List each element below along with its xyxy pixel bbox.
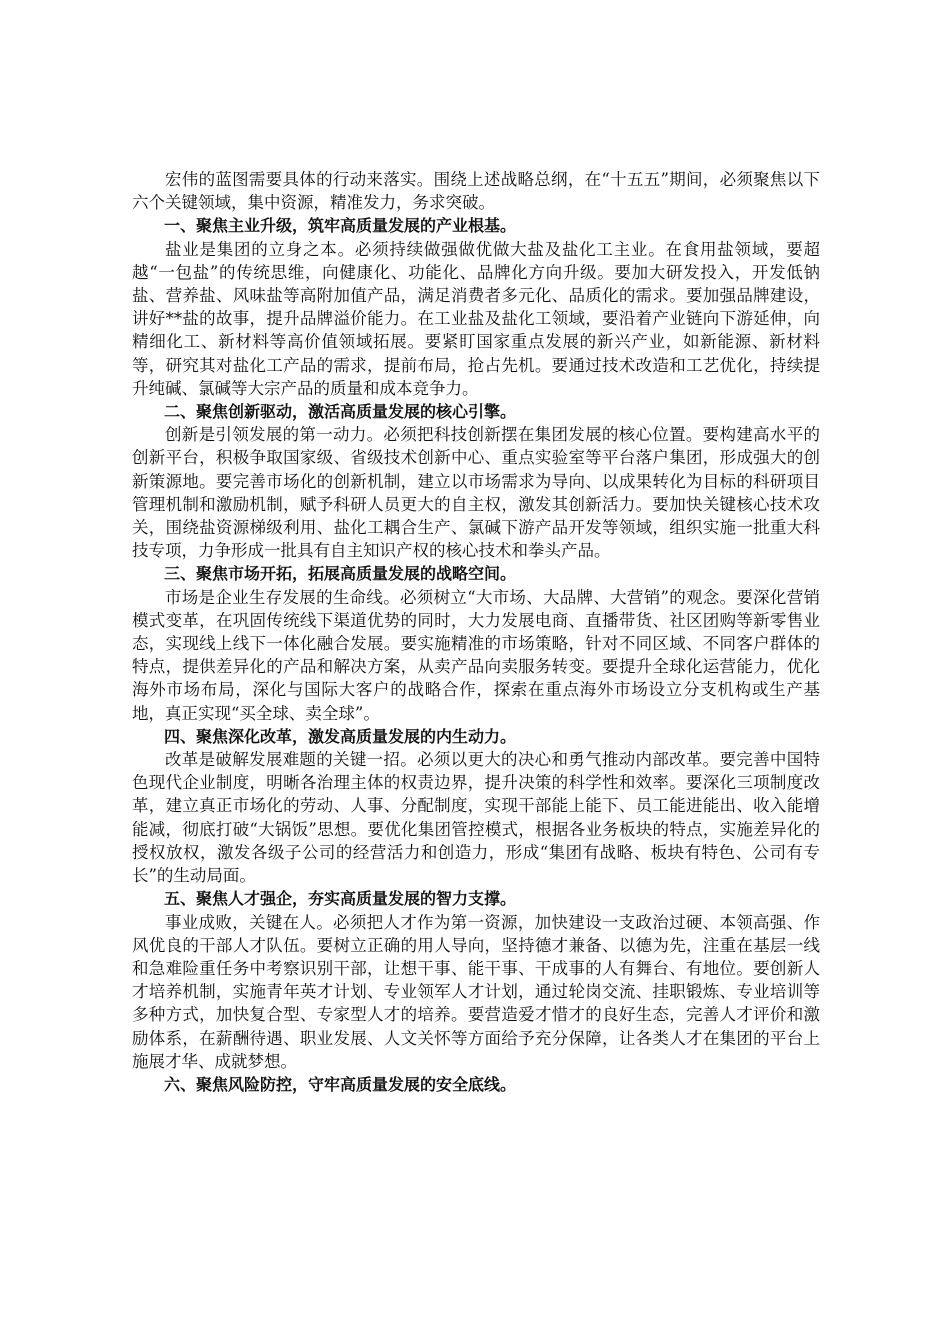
section-body-3: 市场是企业生存发展的生命线。必须树立“大市场、大品牌、大营销”的观念。要深化营销模式变革，在巩固传统线下渠道优势的同时，大力发展电商、直播带货、社区团购等新零售业态，实现线上线下一体化融合发展。要实施精准的市场策略，针对不同区域、不同客户群体的特点，提供差异化的产品和解决方案，从卖产品向卖服务转变。要提升全球化运营能力，优化海外市场布局，深化与国际大客户的战略合作，探索在重点海外市场设立分支机构或生产基地，真正实现“买全球、卖全球”。 [132, 587, 820, 723]
section-heading-3: 三、聚焦市场开拓，拓展高质量发展的战略空间。 [164, 564, 517, 584]
section-body-1: 盐业是集团的立身之本。必须持续做强做优做大盐及盐化工主业。在食用盐领域，要超越“一包盐”的传统思维，向健康化、功能化、品牌化方向升级。要加大研发投入，开发低钠盐、营养盐、风味盐等高附加值产品，满足消费者多元化、品质化的需求。要加强品牌建设，讲好**盐的故事，提升品牌溢价能力。在工业盐及盐化工领域，要沿着产业链向下游延伸，向精细化工、新材料等高价值领域拓展。要紧盯国家重点发展的新兴产业，如新能源、新材料等，研究其对盐化工产品的需求，提前布局，抢占先机。要通过技术改造和工艺优化，持续提升纯碱、氯碱等大宗产品的质量和成本竞争力。 [132, 239, 820, 398]
section-heading-2: 二、聚焦创新驱动，激活高质量发展的核心引擎。 [164, 402, 517, 422]
document-body [132, 168, 820, 1096]
section-body-5: 事业成败，关键在人。必须把人才作为第一资源，加快建设一支政治过硬、本领高强、作风优良的干部人才队伍。要树立正确的用人导向，坚持德才兼备、以德为先，注重在基层一线和急难险重任务中考察识别干部，让想干事、能干事、干成事的人有舞台、有地位。要创新人才培养机制，实施青年英才计划、专业领军人才计划，通过轮岗交流、挂职锻炼、专业培训等多种方式，加快复合型、专家型人才的培养。要营造爱才惜才的良好生态，完善人才评价和激励体系，在薪酬待遇、职业发展、人文关怀等方面给予充分保障，让各类人才在集团的平台上施展才华、成就梦想。 [132, 912, 820, 1071]
section-heading-5: 五、聚焦人才强企，夯实高质量发展的智力支撑。 [164, 889, 517, 909]
section-heading-6: 六、聚焦风险防控，守牢高质量发展的安全底线。 [164, 1074, 517, 1094]
section-body-4: 改革是破解发展难题的关键一招。必须以更大的决心和勇气推动内部改革。要完善中国特色现代企业制度，明晰各治理主体的权责边界，提升决策的科学性和效率。要深化三项制度改革，建立真正市场化的劳动、人事、分配制度，实现干部能上能下、员工能进能出、收入能增能减，彻底打破“大锅饭”思想。要优化集团管控模式，根据各业务板块的特点，实施差异化的授权放权，激发各级子公司的经营活力和创造力，形成“集团有战略、板块有特色、公司有专长”的生动局面。 [132, 750, 820, 886]
section-heading-4: 四、聚焦深化改革，激发高质量发展的内生动力。 [164, 726, 517, 746]
section-heading-1: 一、聚焦主业升级，筑牢高质量发展的产业根基。 [164, 216, 517, 236]
section-body-2: 创新是引领发展的第一动力。必须把科技创新摆在集团发展的核心位置。要构建高水平的创新平台，积极争取国家级、省级技术创新中心、重点实验室等平台落户集团，形成强大的创新策源地。要完善市场化的创新机制，建立以市场需求为导向、以成果转化为目标的科研项目管理机制和激励机制，赋予科研人员更大的自主权，激发其创新活力。要加快关键核心技术攻关，围绕盐资源梯级利用、盐化工耦合生产、氯碱下游产品开发等领域，组织实施一批重大科技专项，力争形成一批具有自主知识产权的核心技术和拳头产品。 [132, 425, 820, 561]
intro-paragraph: 宏伟的蓝图需要具体的行动来落实。围绕上述战略总纲，在“十五五”期间，必须聚焦以下六个关键领域，集中资源，精准发力，务求突破。 [132, 170, 820, 213]
